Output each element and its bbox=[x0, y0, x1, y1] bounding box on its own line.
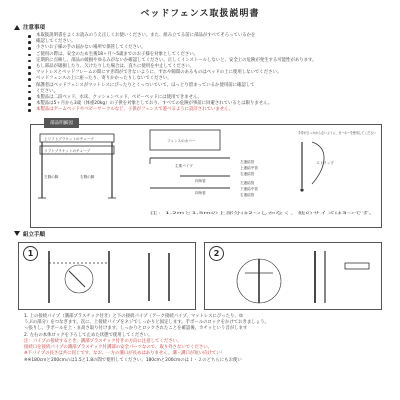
connector-label: 左連結管 bbox=[240, 180, 255, 185]
step-panel-2 bbox=[204, 242, 382, 310]
instruction-note: 接続口を接続パイプの溝部プラスチック付溝部の安全パーツなので、取り外さないでください。 bbox=[24, 345, 213, 351]
note-item: 本製品は二段ベッド、水床、クッションベッド、ベビーベッドには使用できません。 bbox=[28, 95, 386, 101]
note-item: 本取扱説明書をよくお読みのうえ正しくお使いください。また、組み立てる前に部品がすべてそろっているかを bbox=[28, 33, 386, 39]
sub-pipe-label-2: 四角管 bbox=[195, 190, 206, 195]
lift-bracket-label: 上リフトブラケットのチューブ bbox=[44, 136, 94, 141]
page-title: ベッドフェンス取扱説明書 bbox=[140, 9, 260, 19]
note-item: ご使用の際は、安全のため生後18ヶ月〜5歳までのお子様を対象としてください。 bbox=[28, 52, 386, 58]
connector-label: 左連結管 bbox=[240, 159, 255, 164]
instruction-note: 注：パイプの接続するとき、溝部プラスチック付きの方向に注意してください。 bbox=[24, 338, 182, 344]
notes-heading-text: 注意事項 bbox=[23, 25, 46, 31]
note-item: もし部品が破損したり、欠けたりした場合は、直ちに使用を中止してください。 bbox=[28, 64, 386, 70]
step-1-illustration bbox=[19, 243, 195, 309]
right-leg-label: 右側の脚 bbox=[80, 174, 95, 179]
parts-illustration bbox=[30, 118, 395, 228]
parts-heading: 部品明細図 bbox=[44, 118, 79, 128]
instruction-line: うぶの部分）をつなぎます。次に、上接続パイプをネジでしっかりと固定します。手ボールのロックをかけておきましょう。 bbox=[24, 319, 269, 325]
step-number: 2 bbox=[209, 246, 224, 261]
note-item: 保護者はベッドフェンスがマットレスにぴったりとくっついていて、ほっとり留まっているか使用前に確認して bbox=[28, 83, 386, 89]
assembly-heading bbox=[14, 230, 386, 238]
instruction-line: 2. 左右の本体ロックを下ろして止めた状態で使用してください。 bbox=[24, 332, 153, 338]
triangle-icon bbox=[14, 25, 20, 30]
notes-heading bbox=[14, 23, 386, 31]
connector-label: 下連結中管 bbox=[240, 186, 258, 191]
note-item: 本製品は5ヶ月から3歳（体重20kg）の子供を対象としており、すべての危険が事前に回避されているとは限りません。 bbox=[28, 101, 386, 107]
lift-bracket-label-2: リフトブラケットのチューブ bbox=[44, 148, 91, 153]
step-panel-1 bbox=[18, 242, 196, 310]
note-item: マットレスとベッドフレームの間にすき間ができないように、ずれや隙間のあるものはベッドの上に使用しないでください。 bbox=[28, 70, 386, 76]
note-item: ベッドフェンスの上に座ったり、寄りかかったりしないでください。 bbox=[28, 76, 386, 82]
instruction-line: 1. 上の接続パイプ（溝部プラスチック付き）と下の接続パイプ（アーク接続パイプ、マットレスにぴったり、ゆ bbox=[24, 313, 244, 319]
fence-cover-part bbox=[150, 130, 220, 150]
sub-pipe-label: 四角管 bbox=[195, 178, 206, 183]
size-note: 注：1.2mと1.5mの上部分は2つしかなく、他のサイズは3つです。 bbox=[150, 210, 259, 215]
connector-label: 上連結中管 bbox=[240, 165, 258, 170]
left-leg-label: 左側の脚 bbox=[44, 174, 59, 179]
strap-part bbox=[298, 130, 395, 192]
note-item: 小さいお子様の手の届かない場所で保管してください。 bbox=[28, 45, 386, 51]
step-number: 1 bbox=[23, 246, 38, 261]
pipes-part bbox=[150, 158, 230, 195]
strap-note: 手券がひっかからないように、ガーネーを使用してください bbox=[298, 130, 395, 135]
triangle-down-icon bbox=[14, 231, 20, 236]
note-item: ください。 bbox=[28, 89, 386, 95]
notes-list bbox=[14, 33, 386, 114]
fence-cover-label: フェンスのカバー bbox=[167, 138, 196, 143]
parts-diagram bbox=[30, 118, 395, 228]
assembly-instructions bbox=[24, 314, 386, 364]
instruction-line: ※※180cmと200cmのは1.5と1.8の間で使用してください。180cmと200cmのは１・２のどちらにもお使い bbox=[24, 357, 242, 363]
connector-label: 右連結管 bbox=[240, 171, 255, 176]
note-item: 定期的に点検し、部品の破損やゆるみがないか確認してください。正しくインストールしないと、安全上の危険が発生する可能性があります。 bbox=[28, 58, 386, 64]
main-pipe-label: 主要パイプ bbox=[175, 163, 193, 168]
connector-labels bbox=[240, 159, 258, 197]
lift-bracket-assembly bbox=[38, 134, 116, 198]
instruction-line: っ張りし、手ボールを上・ま高さ取り付けます。しっかりとロックされたことを確認後、カチッという音がします bbox=[24, 326, 248, 332]
assembly-steps bbox=[18, 242, 386, 310]
note-item-warning: 本製品はゲームベッドやベビーサークルなど、子供がフェンスで遊べるように設計されていません。 bbox=[28, 107, 386, 113]
assembly-heading-text: 組立手順 bbox=[23, 231, 46, 238]
step-2-illustration bbox=[205, 243, 381, 309]
instruction-note: ※下パイプの長さは共に同じです。なお、一方の溝口が長めはありません。溝・溝口が短い向けてい！ bbox=[24, 351, 226, 357]
note-item: 確認してください。 bbox=[28, 39, 386, 45]
connector-label: 右連結管 bbox=[240, 192, 255, 197]
strap-label: ストラップ bbox=[316, 160, 334, 165]
